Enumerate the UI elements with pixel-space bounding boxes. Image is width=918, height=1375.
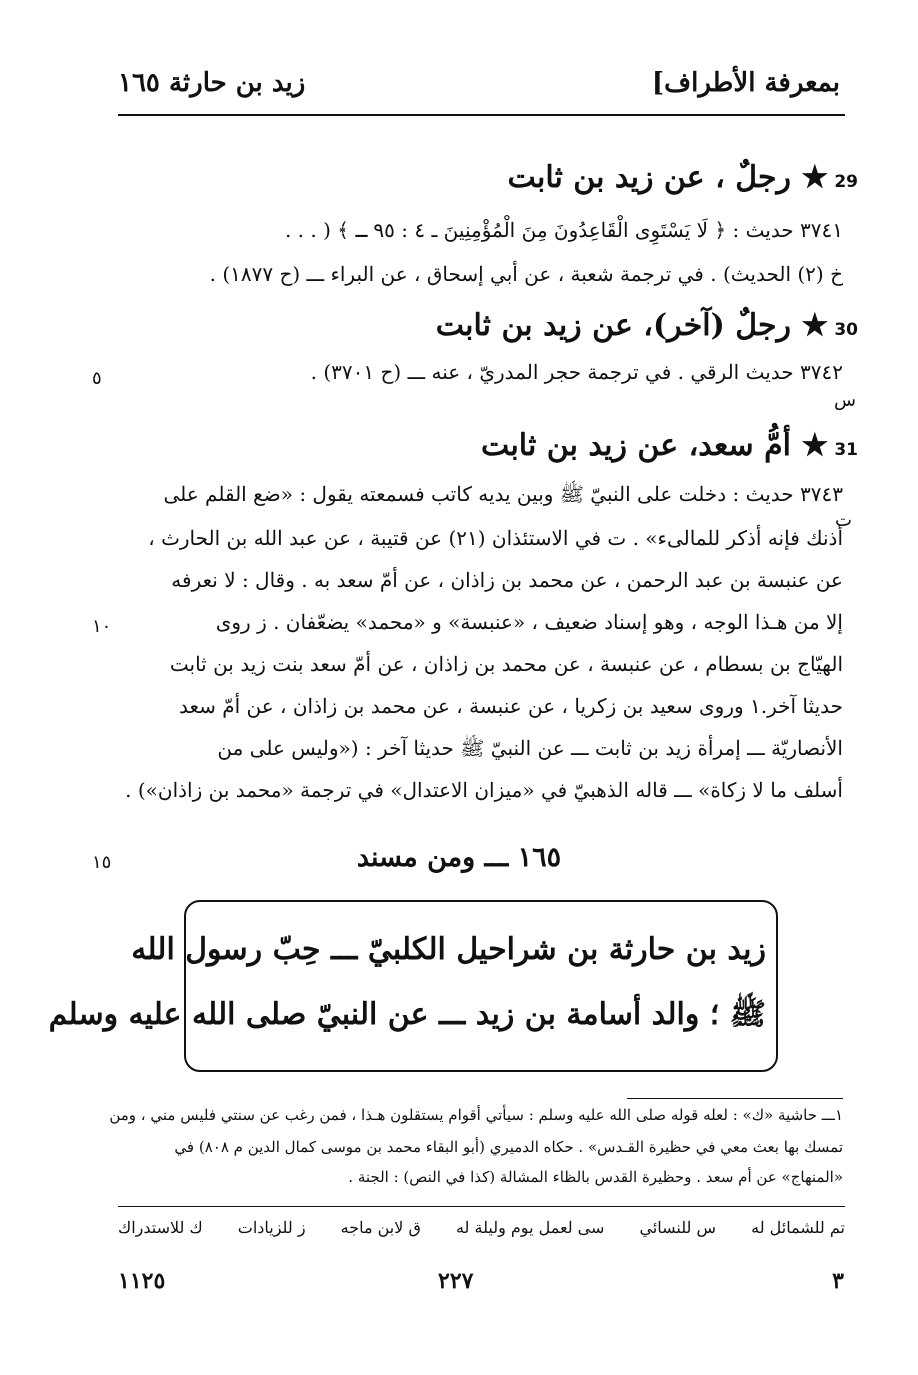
running-header-left: زيد بن حارثة ١٦٥ — [118, 68, 306, 98]
entry-number: 29 — [834, 172, 858, 192]
section-box — [48, 900, 778, 1072]
hadith-3743-line: ٣٧٤٣ حديث : دخلت على النبيّ ﷺ وبين يديه كاتب فسمعته يقول : «ضع القلم على — [163, 482, 843, 506]
footnote-line: ١ـــ حاشية «ك» : لعله قوله صلى الله عليه وسلم : سيأتي أقوام يستقلون هـذا ، فمن رغب عن سنتي فليس مني ، ومن — [109, 1106, 843, 1124]
hadith-3741-line: خ (٢) الحديث) . في ترجمة شعبة ، عن أبي إسحاق ، عن البراء ـــ (ح ١٨٧٧) . — [209, 262, 843, 286]
margin-letter: ت — [835, 510, 852, 531]
footnote-line: «المنهاج» عن أم سعد . وحظيرة القدس بالظاء المشالة (كذا في النص) : الجنة . — [348, 1168, 843, 1186]
hadith-3743-line: عن عنبسة بن عبد الرحمن ، عن محمد بن زاذان ، عن أمّ سعد به . وقال : لا نعرفه — [171, 568, 843, 592]
hadith-3743-line: الهيّاج بن بسطام ، عن عنبسة ، عن محمد بن زاذان ، عن أمّ سعد بنت زيد بن ثابت — [169, 652, 843, 676]
entry-title: ★ رجلٌ (آخر)، عن زيد بن ثابت — [435, 308, 829, 343]
legend-item: ز للزيادات — [237, 1218, 306, 1237]
legend-item: تم للشمائل له — [751, 1218, 845, 1237]
hadith-3743-line: الأنصاريّة ـــ إمرأة زيد بن ثابت ـــ عن النبيّ ﷺ حديثا آخر : («وليس على من — [217, 736, 843, 760]
entry-number: 31 — [834, 440, 858, 460]
hadith-3743-line: أذنك فإنه أذكر للمالىء» . ت في الاستئذان (٢١) عن قتيبة ، عن عبد الله بن الحارث ، — [148, 526, 843, 550]
hadith-3743-line: إلا من هـذا الوجه ، وهو إسناد ضعيف ، «عنبسة» و «محمد» يضعّفان . ز روى — [215, 610, 843, 634]
margin-letter: س — [834, 390, 856, 411]
page-number-left: ١١٢٥ — [118, 1268, 166, 1294]
hadith-3741-line: ٣٧٤١ حديث : ﴿ لَا يَسْتَوِى الْقَاعِدُونَ مِنَ الْمُؤْمِنِينَ ـ ٤ : ٩٥ ـ ﴾ ( . . . — [284, 218, 843, 242]
hadith-3743-line: حديثا آخر.١ وروى سعيد بن زكريا ، عن عنبسة ، عن محمد بن زاذان ، عن أمّ سعد — [178, 694, 843, 718]
entry-heading-29 — [508, 160, 858, 195]
running-header-right: بمعرفة الأطراف] — [651, 68, 840, 98]
section-box-line: زيد بن حارثة بن شراحيل الكلبيّ ـــ حِبّ رسول الله — [131, 932, 766, 967]
margin-line-number: ١٥ — [92, 852, 112, 873]
entry-heading-30 — [436, 308, 858, 343]
section-title: ١٦٥ ـــ ومن مسند — [356, 842, 562, 873]
legend-item: ق لابن ماجه — [340, 1218, 421, 1237]
entry-title: ★ أمُّ سعد، عن زيد بن ثابت — [481, 428, 829, 463]
margin-line-number: ٥ — [92, 368, 102, 389]
legend-item: سى لعمل يوم وليلة له — [455, 1218, 605, 1237]
abbreviation-legend — [118, 1218, 845, 1237]
footnote-rule — [627, 1098, 843, 1099]
legend-item: ك للاستدراك — [118, 1218, 203, 1237]
page-number-right: ٣ — [832, 1268, 844, 1294]
section-box-line: ﷺ ؛ والد أسامة بن زيد ـــ عن النبيّ صلى الله عليه وسلم — [48, 997, 766, 1032]
legend-item: س للنسائي — [639, 1218, 717, 1237]
entry-title: ★ رجلٌ ، عن زيد بن ثابت — [507, 160, 829, 195]
hadith-3743-line: أسلف ما لا زكاة» ـــ قاله الذهبيّ في «ميزان الاعتدال» في ترجمة «محمد بن زاذان») . — [125, 778, 843, 802]
footnote-line: تمسك بها بعث معي في حظيرة القـدس» . حكاه الدميري (أبو البقاء محمد بن موسى كمال الدين م ٨٠٨) في — [174, 1138, 843, 1156]
hadith-3742-line: ٣٧٤٢ حديث الرقي . في ترجمة حجر المدريّ ، عنه ـــ (ح ٣٧٠١) . — [310, 360, 843, 384]
header-rule — [118, 114, 845, 116]
legend-rule — [118, 1206, 845, 1207]
entry-number: 30 — [834, 320, 858, 340]
margin-line-number: ١٠ — [92, 616, 112, 637]
page-number-center: ٢٢٧ — [438, 1268, 474, 1294]
entry-heading-31 — [481, 428, 858, 463]
